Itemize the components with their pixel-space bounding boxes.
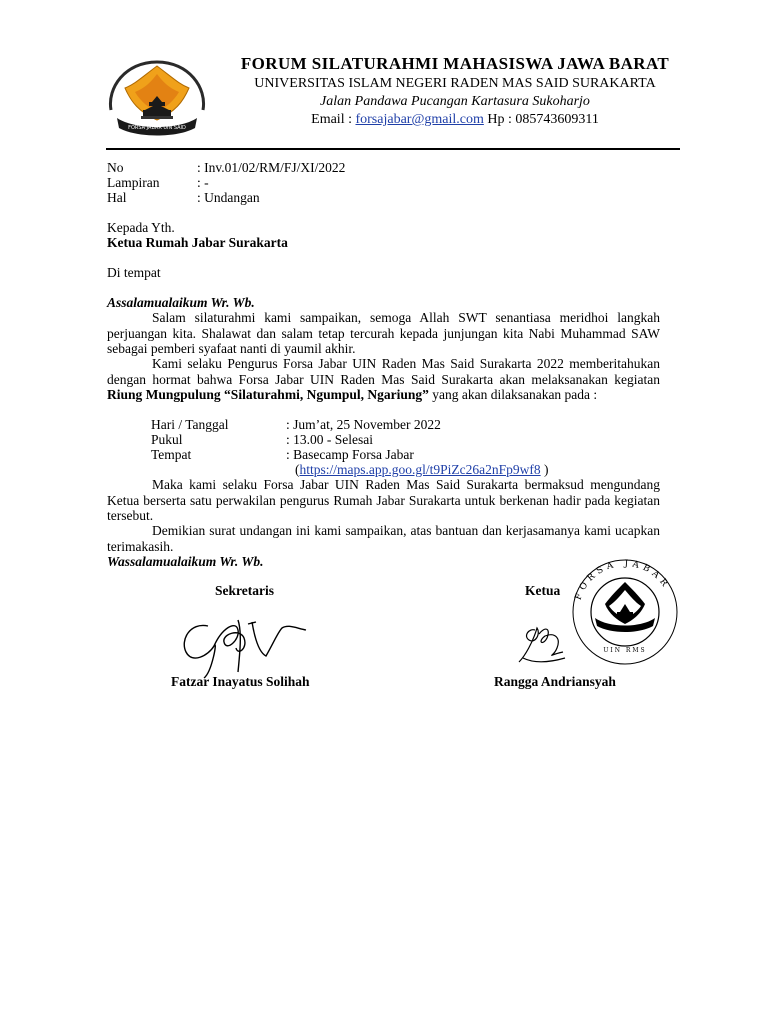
secretary-role: Sekretaris: [215, 583, 274, 598]
recipient-greeting: Kepada Yth.: [107, 220, 175, 235]
paragraph-4: [107, 523, 660, 554]
paragraph-2-text-a: Kami selaku Pengurus Forsa Jabar UIN Raden Mas Said Surakarta 2022 memberitahukan dengan hormat bahwa Forsa Jabar UIN Raden Mas Said Surakarta akan melaksanakan kegiatan: [107, 356, 660, 387]
hal-label: Hal: [107, 190, 127, 205]
hal-value: : Undangan: [197, 190, 260, 205]
university-name: UNIVERSITAS ISLAM NEGERI RADEN MAS SAID SURAKARTA: [254, 76, 656, 91]
opening-salutation: Assalamualaikum Wr. Wb.: [107, 295, 255, 310]
recipient-name: Ketua Rumah Jabar Surakarta: [107, 235, 288, 250]
stamp-bottom-text: UIN RMS: [603, 647, 647, 654]
header-divider: [106, 148, 680, 150]
contact-line: [0, 112, 768, 128]
date-value: : Jum’at, 25 November 2022: [286, 417, 441, 432]
place-value: : Basecamp Forsa Jabar: [286, 447, 414, 462]
paragraph-2-text-b: yang akan dilaksanakan pada :: [428, 387, 598, 402]
paragraph-3-text: Maka kami selaku Forsa Jabar UIN Raden Mas Said Surakarta bermaksud mengundang Ketua berserta satu perwakilan pengurus Rumah Jabar Surakarta untuk berkenan hadir pada kegiatan tersebut.: [107, 477, 660, 523]
paragraph-3: [107, 477, 660, 524]
stamp-top-text: FORSA JABAR: [573, 558, 672, 602]
lampiran-label: Lampiran: [107, 175, 160, 190]
email-label: Email :: [311, 112, 356, 127]
secretary-signature: [178, 612, 318, 682]
org-title: FORUM SILATURAHMI MAHASISWA JAWA BARAT: [240, 54, 670, 73]
map-line: [295, 462, 549, 478]
secretary-name: Fatzar Inayatus Solihah: [171, 674, 310, 689]
email-link[interactable]: forsajabar@gmail.com: [355, 112, 484, 127]
paragraph-1: [107, 310, 660, 357]
map-link[interactable]: https://maps.app.goo.gl/t9PiZc26a2nFp9wf8: [299, 462, 541, 477]
phone-text: Hp : 085743609311: [483, 112, 599, 127]
time-value: : 13.00 - Selesai: [286, 432, 373, 447]
place-label: Tempat: [151, 447, 192, 462]
org-address: Jalan Pandawa Pucangan Kartasura Sukoharjo: [320, 94, 590, 109]
date-label: Hari / Tanggal: [151, 417, 229, 432]
no-label: No: [107, 160, 124, 175]
paragraph-2: [107, 356, 660, 403]
logo-banner-text: FORSA JABAR UIN SAID: [128, 125, 186, 131]
paragraph-1-text: Salam silaturahmi kami sampaikan, semoga Allah SWT senantiasa meridhoi langkah perjuangan kita. Shalawat dan salam tetap tercurah kepada junjungan kita Nabi Muhammad SAW sebagai pemberi syafaat nanti di yaumil akhir.: [107, 310, 660, 356]
chair-role: Ketua: [525, 583, 561, 598]
recipient-place: Di tempat: [107, 265, 161, 280]
map-open-paren: (: [295, 462, 300, 477]
chair-name: Rangga Andriansyah: [494, 674, 616, 689]
paragraph-4-text: Demikian surat undangan ini kami sampaikan, atas bantuan dan kerjasamanya kami ucapkan terimakasih.: [107, 523, 660, 554]
closing-salutation: Wassalamualaikum Wr. Wb.: [107, 554, 264, 569]
lampiran-value: : -: [197, 175, 209, 190]
time-label: Pukul: [151, 432, 183, 447]
map-close-paren: ): [540, 462, 549, 477]
no-value: : Inv.01/02/RM/FJ/XI/2022: [197, 160, 346, 175]
event-name: Riung Mungpulung “Silaturahmi, Ngumpul, Ngariung”: [107, 387, 429, 402]
organization-stamp: [565, 556, 685, 666]
